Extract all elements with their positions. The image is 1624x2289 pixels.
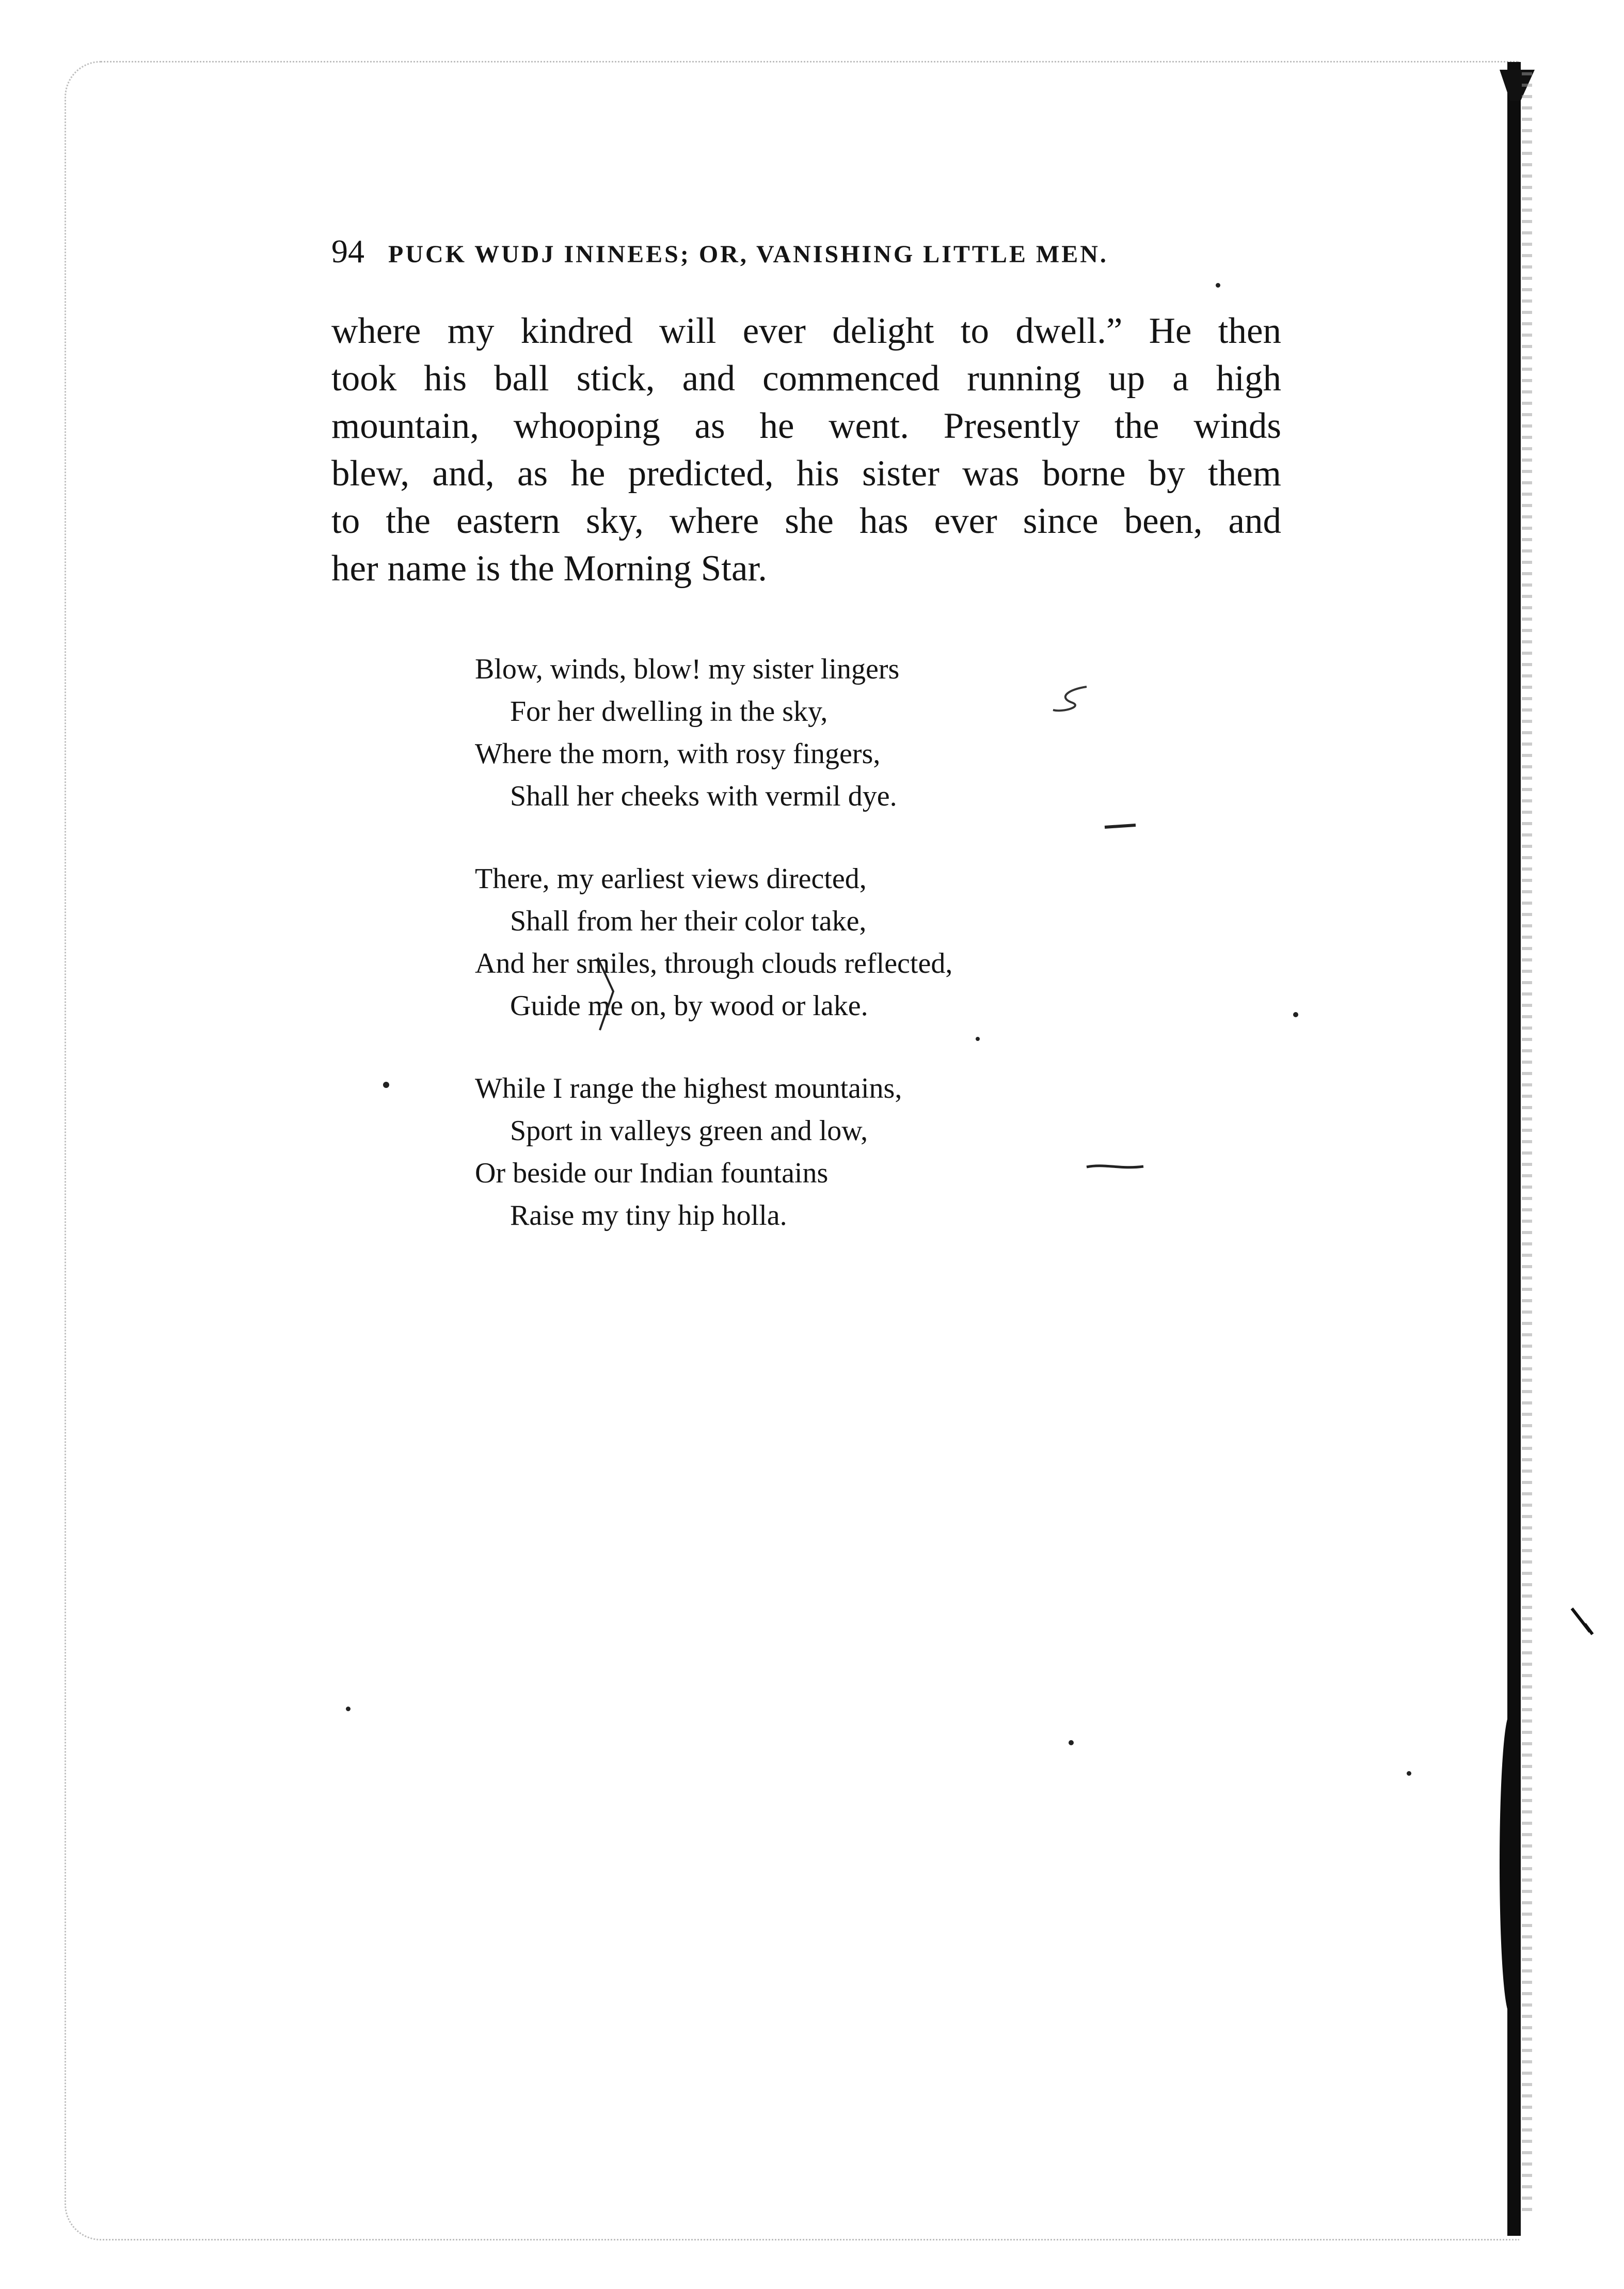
poem-stanza	[475, 648, 1146, 817]
poem-verse: Shall from her their color take,	[510, 905, 867, 937]
prose-line: took his ball stick, and commenced running up a high	[331, 358, 1281, 399]
poem-verse: Guide me on, by wood or lake.	[510, 990, 868, 1022]
book-spine-bulge	[1500, 1714, 1520, 2014]
prose-line: to the eastern sky, where she has ever since been, and	[331, 501, 1281, 541]
poem-verse: Raise my tiny hip holla.	[510, 1199, 787, 1232]
pencil-mark-icon	[1102, 821, 1138, 831]
poem-verse: While I range the highest mountains,	[475, 1072, 902, 1104]
poem-verse: Sport in valleys green and low,	[510, 1115, 868, 1147]
poem-verse: There, my earliest views directed,	[475, 863, 867, 895]
poem-verse: Shall her cheeks with vermil dye.	[510, 780, 897, 812]
poem-stanza	[475, 1067, 1146, 1237]
poem-verse: Where the morn, with rosy fingers,	[475, 738, 881, 770]
prose-line: where my kindred will ever delight to dwell.” He then	[331, 311, 1281, 351]
poem-verse: Or beside our Indian fountains	[475, 1157, 829, 1189]
pencil-mark-icon	[1084, 1159, 1146, 1175]
scan-speck	[346, 1707, 351, 1711]
scan-speck	[1216, 283, 1220, 288]
poem-verse: Blow, winds, blow! my sister lingers	[475, 653, 900, 685]
scan-speck	[1407, 1771, 1411, 1776]
scan-speck	[1293, 1012, 1298, 1017]
poem-verse: For her dwelling in the sky,	[510, 696, 828, 728]
prose-line: blew, and, as he predicted, his sister was borne by them	[331, 453, 1281, 494]
pencil-mark-icon	[1569, 1606, 1595, 1637]
scan-speck	[383, 1082, 389, 1088]
prose-line: mountain, whooping as he went. Presently the winds	[331, 406, 1281, 446]
prose-paragraph	[331, 307, 1281, 592]
page-number: 94	[331, 233, 364, 270]
running-head-title: PUCK WUDJ ININEES; OR, VANISHING LITTLE MEN.	[388, 241, 1108, 268]
running-header	[331, 232, 1261, 269]
prose-line: her name is the Morning Star.	[331, 548, 767, 589]
poem	[475, 648, 1146, 1277]
caret-mark-icon	[594, 955, 617, 1033]
scan-speck	[1069, 1740, 1074, 1745]
poem-verse: And her smiles, through clouds reflected,	[475, 948, 953, 980]
poem-stanza	[475, 858, 1146, 1027]
book-spine-speckle	[1522, 72, 1532, 2215]
pencil-mark-icon	[1048, 682, 1094, 718]
